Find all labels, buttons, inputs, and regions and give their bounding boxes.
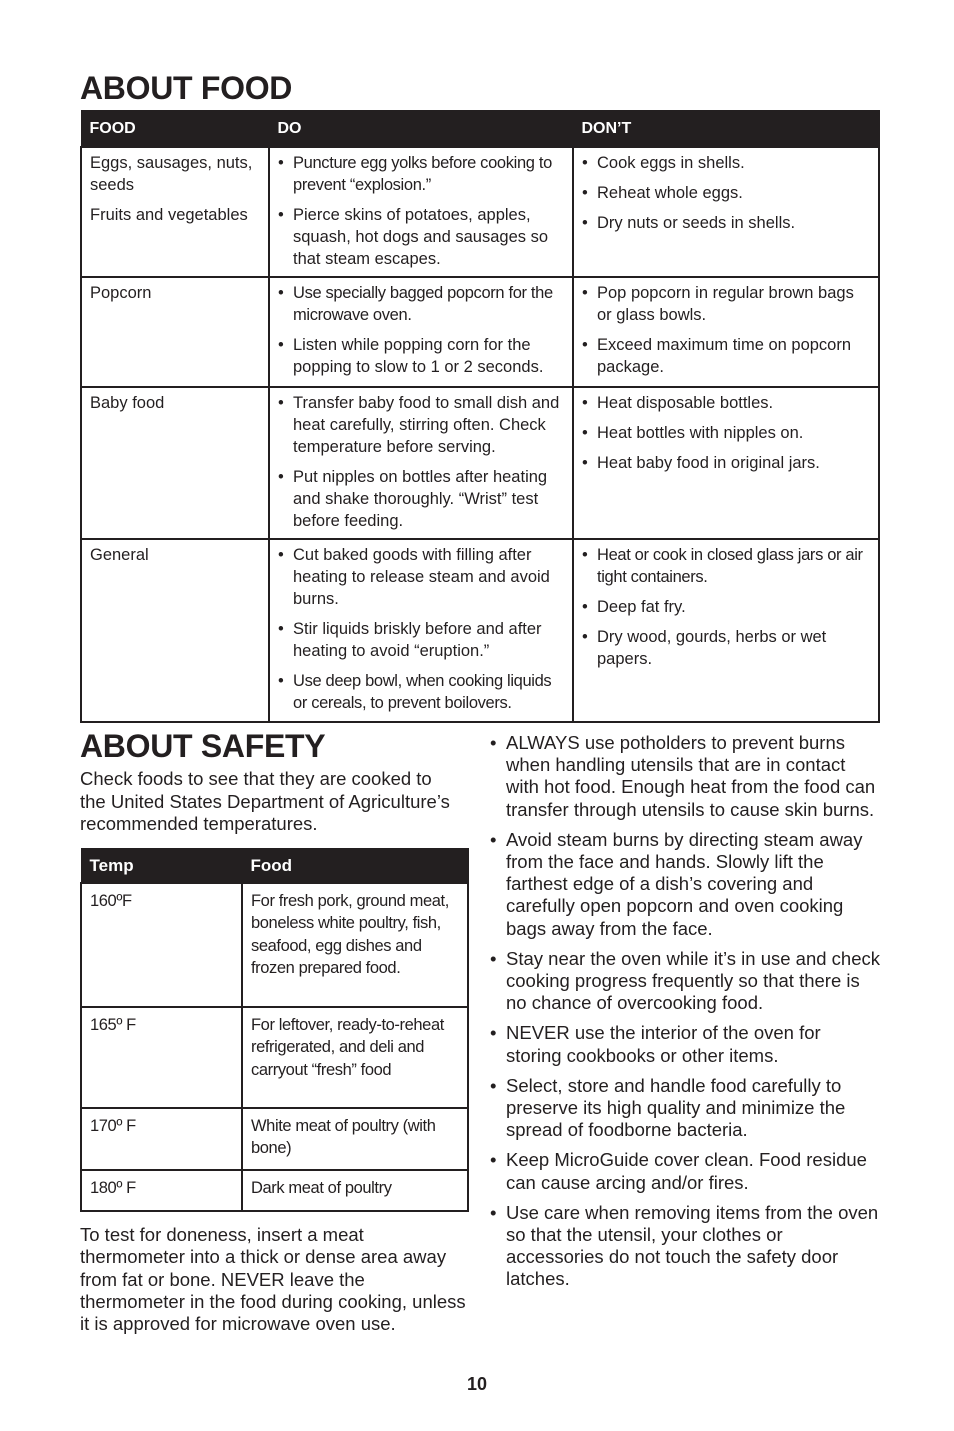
- do-item: • Stir liquids briskly before and after heating to avoid “eruption.”: [278, 618, 566, 662]
- food-cell: [81, 539, 269, 722]
- dont-item: • Dry nuts or seeds in shells.: [582, 212, 872, 234]
- temp-table-header-row: [81, 849, 468, 884]
- safety-bullet: • ALWAYS use potholders to prevent burns when handling utensils that are in contact with hot food. Enough heat from the food can transfer through utensils to cause skin burns.: [490, 732, 880, 821]
- temp-row: [81, 1108, 468, 1170]
- do-cell: [269, 147, 573, 277]
- about-food-table: [80, 110, 880, 723]
- header-temp: Temp: [81, 849, 242, 884]
- food-name: Eggs, sausages, nuts, seeds: [90, 154, 253, 194]
- temp-food-cell: For leftover, ready-to-reheat refrigerated, and deli and carryout “fresh” food: [242, 1007, 468, 1108]
- dont-item: • Heat or cook in closed glass jars or air tight containers.: [582, 544, 872, 588]
- temp-row: [81, 1007, 468, 1108]
- temp-row: [81, 1170, 468, 1211]
- safety-intro-paragraph: Check foods to see that they are cooked to the United States Department of Agriculture’s recommended temperatures.: [80, 768, 450, 834]
- temp-row: [81, 883, 468, 1007]
- header-food: Food: [242, 849, 468, 884]
- do-item: • Transfer baby food to small dish and heat carefully, stirring often. Check temperature before serving.: [278, 392, 566, 458]
- safety-bullet: • Avoid steam burns by directing steam away from the face and hands. Slowly lift the farthest edge of a dish’s covering and carefully open popcorn and oven cooking bags away from the face.: [490, 829, 880, 940]
- dont-item: • Heat baby food in original jars.: [582, 452, 872, 474]
- dont-item: • Cook eggs in shells.: [582, 152, 872, 174]
- dont-cell: [573, 277, 879, 387]
- header-dont: DON’T: [573, 111, 879, 148]
- do-item: • Put nipples on bottles after heating and shake thoroughly. “Wrist” test before feeding.: [278, 466, 566, 532]
- safety-bullet: • Keep MicroGuide cover clean. Food residue can cause arcing and/or fires.: [490, 1149, 880, 1193]
- food-row-eggs: [81, 147, 879, 277]
- do-cell: [269, 539, 573, 722]
- temp-cell: 165º F: [81, 1007, 242, 1108]
- do-cell: [269, 387, 573, 539]
- do-item: • Pierce skins of potatoes, apples, squash, hot dogs and sausages so that steam escapes.: [278, 204, 566, 270]
- temp-cell: 170º F: [81, 1108, 242, 1170]
- temp-cell: 180º F: [81, 1170, 242, 1211]
- food-name: Baby food: [90, 394, 165, 412]
- dont-cell: [573, 387, 879, 539]
- food-row-general: [81, 539, 879, 722]
- safety-bullet: • Stay near the oven while it’s in use and check cooking progress frequently so that there is no chance of overcooking food.: [490, 948, 880, 1015]
- temp-cell: 160ºF: [81, 883, 242, 1007]
- dont-cell: [573, 147, 879, 277]
- food-name: Fruits and vegetables: [90, 206, 248, 224]
- food-cell: [81, 147, 269, 277]
- safety-bullet: • Use care when removing items from the oven so that the utensil, your clothes or accessories do not touch the safety door latches.: [490, 1202, 880, 1291]
- food-name: General: [90, 546, 149, 564]
- about-safety-heading: ABOUT SAFETY: [80, 728, 326, 764]
- temp-food-cell: White meat of poultry (with bone): [242, 1108, 468, 1170]
- temp-food-cell: Dark meat of poultry: [242, 1170, 468, 1211]
- food-cell: [81, 387, 269, 539]
- dont-item: • Reheat whole eggs.: [582, 182, 872, 204]
- header-food: FOOD: [81, 111, 269, 148]
- dont-item: • Heat bottles with nipples on.: [582, 422, 872, 444]
- food-row-popcorn: [81, 277, 879, 387]
- dont-item: • Deep fat fry.: [582, 596, 872, 618]
- dont-item: • Exceed maximum time on popcorn package.: [582, 334, 872, 378]
- doneness-paragraph: To test for doneness, insert a meat thermometer into a thick or dense area away from fat or bone. NEVER leave the thermometer in the food during cooking, unless it is approved for microwave oven use.: [80, 1224, 466, 1335]
- temperature-table: [80, 848, 469, 1212]
- do-item: • Listen while popping corn for the popping to slow to 1 or 2 seconds.: [278, 334, 566, 378]
- about-food-heading: ABOUT FOOD: [80, 70, 293, 106]
- food-name: Popcorn: [90, 284, 152, 302]
- food-cell: [81, 277, 269, 387]
- dont-item: • Heat disposable bottles.: [582, 392, 872, 414]
- header-do: DO: [269, 111, 573, 148]
- safety-bullet: • NEVER use the interior of the oven for storing cookbooks or other items.: [490, 1022, 880, 1066]
- safety-bullet: • Select, store and handle food carefully to preserve its high quality and minimize the spread of foodborne bacteria.: [490, 1075, 880, 1142]
- dont-item: • Pop popcorn in regular brown bags or glass bowls.: [582, 282, 872, 326]
- dont-cell: [573, 539, 879, 722]
- do-cell: [269, 277, 573, 387]
- dont-item: • Dry wood, gourds, herbs or wet papers.: [582, 626, 872, 670]
- page-number: 10: [466, 1374, 488, 1394]
- food-row-baby-food: [81, 387, 879, 539]
- do-item: • Puncture egg yolks before cooking to prevent “explosion.”: [278, 152, 566, 196]
- temp-food-cell: For fresh pork, ground meat, boneless white poultry, fish, seafood, egg dishes and frozen prepared food.: [242, 883, 468, 1007]
- do-item: • Use specially bagged popcorn for the microwave oven.: [278, 282, 566, 326]
- do-item: • Use deep bowl, when cooking liquids or cereals, to prevent boilovers.: [278, 670, 566, 714]
- safety-bullet-list: [490, 732, 880, 1299]
- food-table-header-row: [81, 111, 879, 148]
- do-item: • Cut baked goods with filling after heating to release steam and avoid burns.: [278, 544, 566, 610]
